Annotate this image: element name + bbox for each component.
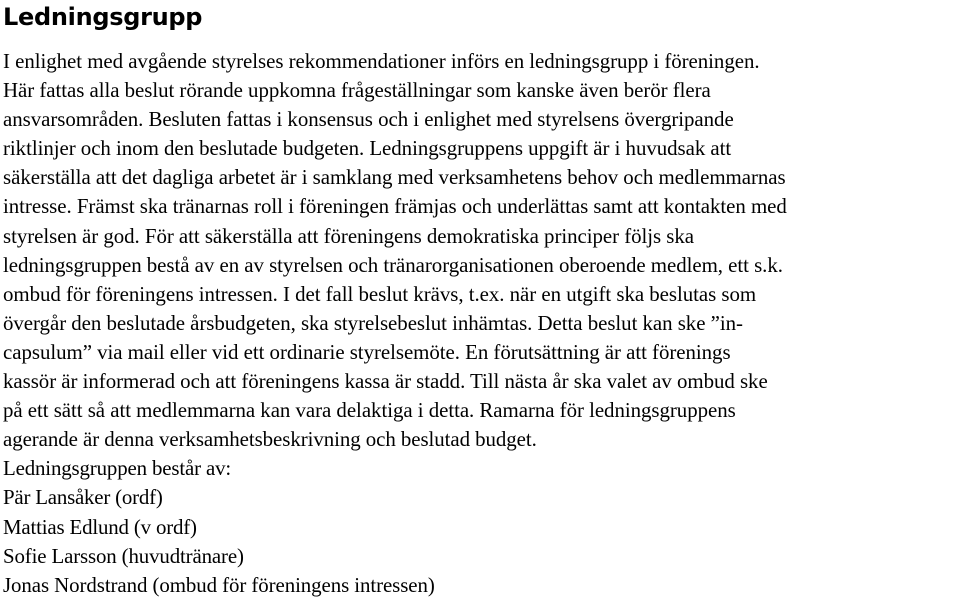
body-text: [3, 47, 959, 600]
paragraph-line: capsulum” via mail eller vid ett ordinarie styrelsemöte. En förutsättning är att förenings: [3, 339, 731, 364]
paragraph-line: styrelsen är god. För att säkerställa att föreningens demokratiska principer följs ska: [3, 223, 694, 248]
paragraph-line: Här fattas alla beslut rörande uppkomna frågeställningar som kanske även berör flera: [3, 78, 711, 103]
paragraph-line: ansvarsområden. Besluten fattas i konsensus och i enlighet med styrelsens övergripande: [3, 107, 734, 132]
paragraph-line: säkerställa att det dagliga arbetet är i samklang med verksamhetens behov och medlemmarnas: [3, 165, 786, 190]
paragraph-line: I enlighet med avgående styrelses rekommendationer införs en ledningsgrupp i föreningen.: [3, 49, 760, 73]
member-item: Sofie Larsson (huvudtränare): [3, 543, 244, 568]
paragraph-line: kassör är informerad och att föreningens kassa är stadd. Till nästa år ska valet av ombud ske: [3, 369, 768, 394]
members-intro: Ledningsgruppen består av:: [3, 456, 232, 481]
member-item: Mattias Edlund (v ordf): [3, 514, 197, 539]
paragraph-line: ombud för föreningens intressen. I det fall beslut krävs, t.ex. när en utgift ska beslutas som: [3, 281, 757, 306]
paragraph-line: övergår den beslutade årsbudgeten, ska styrelsebeslut inhämtas. Detta beslut kan ske ”in-: [3, 310, 743, 335]
paragraph-line: riktlinjer och inom den beslutade budgeten. Ledningsgruppens uppgift är i huvudsak att: [3, 136, 732, 161]
paragraph-line: på ett sätt så att medlemmarna kan vara delaktiga i detta. Ramarna för ledningsgruppens: [3, 398, 736, 423]
page-title: Ledningsgrupp: [3, 3, 203, 31]
paragraph-line: intresse. Främst ska tränarnas roll i föreningen främjas och underlättas samt att kontakten med: [3, 194, 787, 219]
paragraph-line: agerande är denna verksamhetsbeskrivning och beslutad budget.: [3, 427, 537, 452]
member-item: Jonas Nordstrand (ombud för föreningens intressen): [3, 572, 435, 597]
member-item: Pär Lansåker (ordf): [3, 485, 163, 510]
paragraph-line: ledningsgruppen bestå av en av styrelsen och tränarorganisationen oberoende medlem, ett s.k.: [3, 252, 783, 277]
